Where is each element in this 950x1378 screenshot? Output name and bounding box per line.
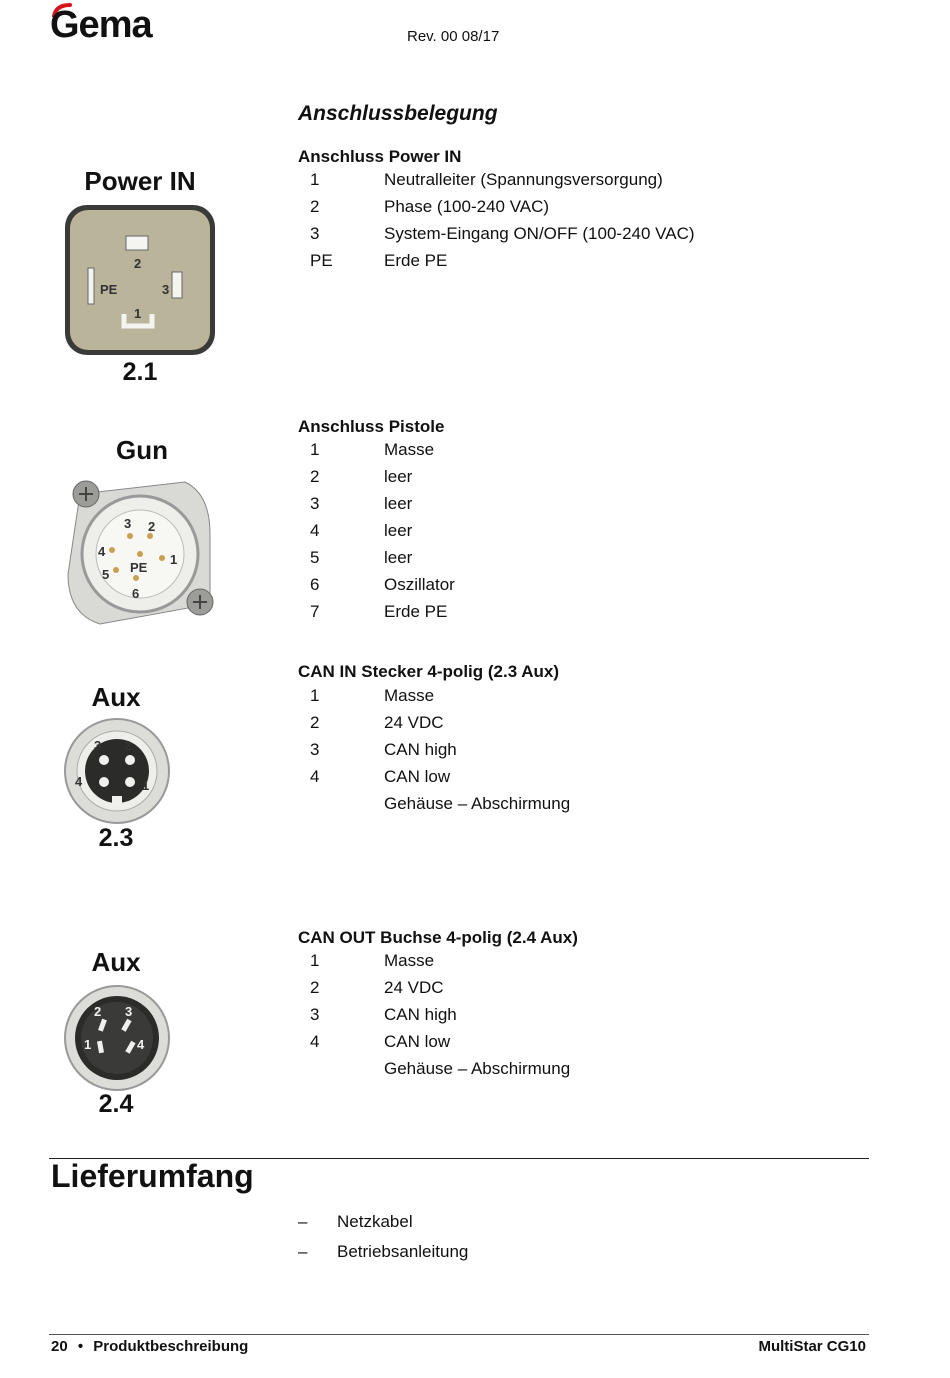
- pin-label: 1: [84, 1037, 92, 1052]
- pin-label: 4: [137, 1037, 145, 1052]
- footer-left: [51, 1338, 248, 1355]
- power-in-connector-image: [62, 202, 218, 360]
- footer-divider: [49, 1334, 869, 1335]
- pin-label: 2: [148, 519, 156, 534]
- brand-logo: Gema: [50, 4, 152, 46]
- aux-out-number: 2.4: [98, 1090, 134, 1118]
- block-title-can-out: CAN OUT Buchse 4-polig (2.4 Aux): [298, 928, 578, 947]
- section-title: Anschlussbelegung: [298, 102, 498, 125]
- revision-label: Rev. 00 08/17: [407, 28, 500, 45]
- pin-label: 6: [132, 586, 140, 601]
- pin-label: 1: [134, 306, 142, 321]
- footer-section: Produktbeschreibung: [93, 1338, 249, 1355]
- aux-in-label: Aux: [91, 682, 141, 712]
- footer-separator: •: [77, 1338, 84, 1355]
- pin-label: 3: [124, 516, 132, 531]
- pin-label: PE: [100, 282, 118, 297]
- pin-label: 3: [125, 1004, 133, 1019]
- can-out-connector-image: [62, 983, 172, 1093]
- pin-label: 1: [170, 552, 178, 567]
- list-item: – Netzkabel: [298, 1212, 413, 1231]
- block-title-can-in: CAN IN Stecker 4-polig (2.3 Aux): [298, 662, 560, 681]
- gun-connector-image: [60, 474, 220, 632]
- pin-label: 1: [142, 778, 150, 793]
- aux-out-label: Aux: [91, 947, 141, 977]
- list-item: – Betriebsanleitung: [298, 1242, 469, 1261]
- gun-label: Gun: [116, 435, 168, 465]
- pin-label: PE: [130, 560, 148, 575]
- pin-label: 2: [124, 738, 132, 753]
- power-in-number: 2.1: [122, 358, 158, 386]
- pin-label: 4: [98, 544, 106, 559]
- block-title-gun: Anschluss Pistole: [298, 417, 445, 436]
- footer-product: MultiStar CG10: [758, 1338, 866, 1355]
- pin-label: 3: [162, 282, 170, 297]
- pin-label: 2: [94, 1004, 102, 1019]
- pin-label: 5: [102, 567, 110, 582]
- page-number: 20: [51, 1338, 68, 1355]
- block-title-power-in: Anschluss Power IN: [298, 147, 462, 166]
- can-in-connector-image: [62, 716, 172, 826]
- power-in-label: Power IN: [84, 166, 196, 196]
- pin-label: 4: [75, 774, 83, 789]
- pin-label: 3: [94, 738, 102, 753]
- delivery-title: Lieferumfang: [51, 1158, 254, 1194]
- aux-in-number: 2.3: [98, 824, 134, 852]
- pin-label: 2: [134, 256, 142, 271]
